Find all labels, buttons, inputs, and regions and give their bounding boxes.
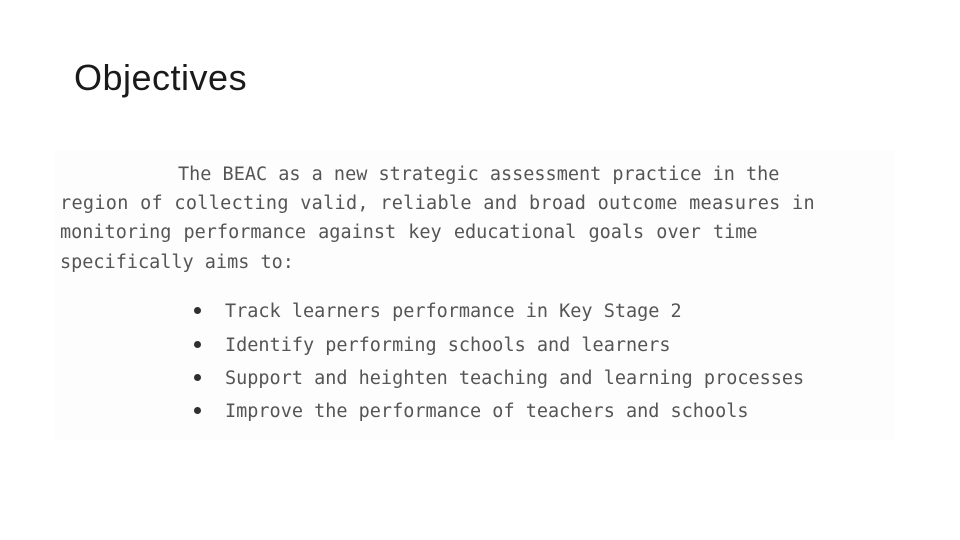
list-item-text: Identify performing schools and learners [225,335,671,356]
slide-title: Objectives [74,57,248,98]
bullet-icon [194,374,201,381]
intro-line-1: The BEAC as a new strategic assessment practice in the [178,164,780,185]
bullet-icon [194,341,201,348]
list-item [194,303,682,322]
list-item [194,370,804,389]
list-item-text: Improve the performance of teachers and schools [225,401,749,422]
list-item-text: Track learners performance in Key Stage 2 [225,301,682,322]
bullet-icon [194,307,201,314]
scanned-document-image [54,150,894,440]
list-item [194,403,748,422]
intro-line-4: specifically aims to: [60,252,294,273]
bullet-icon [194,407,201,414]
list-item-text: Support and heighten teaching and learning processes [225,368,805,389]
list-item [194,337,671,356]
intro-line-2: region of collecting valid, reliable and broad outcome measures in [60,193,815,214]
intro-line-3: monitoring performance against key educational goals over time [60,222,758,243]
